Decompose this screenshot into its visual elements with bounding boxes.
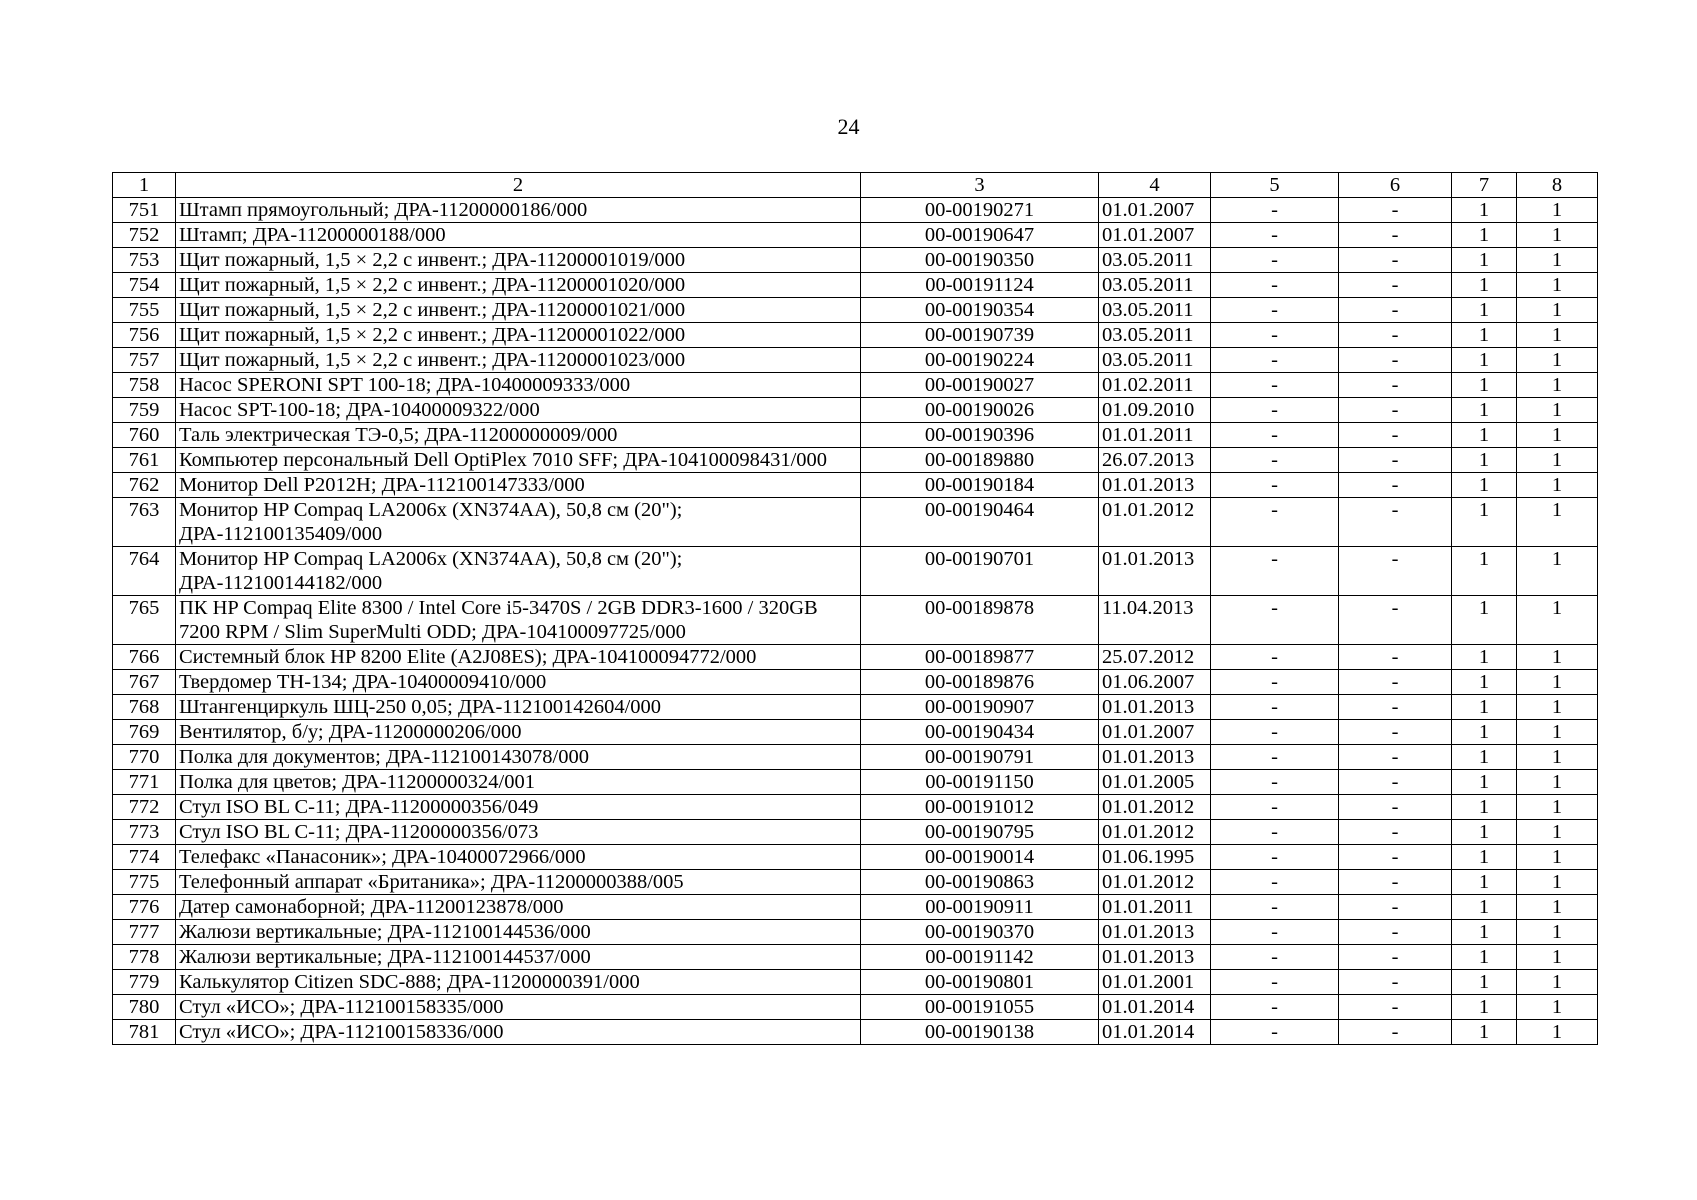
table-row (113, 695, 1598, 720)
column-6-cell: - (1339, 845, 1452, 870)
column-7-cell: 1 (1452, 820, 1517, 845)
column-7-cell: 1 (1452, 920, 1517, 945)
row-number-cell: 756 (113, 323, 176, 348)
column-8-cell: 1 (1517, 448, 1598, 473)
row-number-cell: 764 (113, 547, 176, 596)
column-8-cell: 1 (1517, 720, 1598, 745)
description-cell: Телефакс «Панасоник»; ДРА-10400072966/000 (176, 845, 861, 870)
column-8-cell: 1 (1517, 198, 1598, 223)
date-cell: 01.01.2011 (1099, 895, 1211, 920)
description-cell: Стул ISO BL C-11; ДРА-11200000356/049 (176, 795, 861, 820)
column-number: 5 (1211, 173, 1339, 198)
table-row (113, 223, 1598, 248)
inventory-code-cell: 00-00190224 (861, 348, 1099, 373)
description-cell: Датер самонаборной; ДРА-11200123878/000 (176, 895, 861, 920)
table-row (113, 348, 1598, 373)
row-number-cell: 781 (113, 1020, 176, 1045)
column-7-cell: 1 (1452, 323, 1517, 348)
table-body (113, 173, 1598, 1045)
description-cell: Насос SPT-100-18; ДРА-10400009322/000 (176, 398, 861, 423)
row-number-cell: 757 (113, 348, 176, 373)
column-6-cell: - (1339, 645, 1452, 670)
column-5-cell: - (1211, 273, 1339, 298)
table-row (113, 323, 1598, 348)
column-8-cell: 1 (1517, 745, 1598, 770)
column-8-cell: 1 (1517, 498, 1598, 547)
table-row (113, 995, 1598, 1020)
column-6-cell: - (1339, 695, 1452, 720)
column-8-cell: 1 (1517, 423, 1598, 448)
column-number-row (113, 173, 1598, 198)
column-7-cell: 1 (1452, 995, 1517, 1020)
description-cell: Щит пожарный, 1,5 × 2,2 с инвент.; ДРА-11200001019/000 (176, 248, 861, 273)
table-row (113, 845, 1598, 870)
row-number-cell: 759 (113, 398, 176, 423)
description-cell: Калькулятор Citizen SDC-888; ДРА-11200000391/000 (176, 970, 861, 995)
column-7-cell: 1 (1452, 720, 1517, 745)
column-5-cell: - (1211, 323, 1339, 348)
table-row (113, 945, 1598, 970)
column-6-cell: - (1339, 795, 1452, 820)
table-row (113, 970, 1598, 995)
description-cell: Штангенциркуль ШЦ-250 0,05; ДРА-112100142604/000 (176, 695, 861, 720)
date-cell: 01.06.2007 (1099, 670, 1211, 695)
inventory-code-cell: 00-00190795 (861, 820, 1099, 845)
description-cell: Полка для цветов; ДРА-11200000324/001 (176, 770, 861, 795)
column-6-cell: - (1339, 720, 1452, 745)
column-5-cell: - (1211, 298, 1339, 323)
inventory-code-cell: 00-00190647 (861, 223, 1099, 248)
inventory-code-cell: 00-00191150 (861, 770, 1099, 795)
table-row (113, 720, 1598, 745)
row-number-cell: 774 (113, 845, 176, 870)
inventory-code-cell: 00-00189880 (861, 448, 1099, 473)
description-cell: Вентилятор, б/у; ДРА-11200000206/000 (176, 720, 861, 745)
inventory-code-cell: 00-00190184 (861, 473, 1099, 498)
column-7-cell: 1 (1452, 547, 1517, 596)
date-cell: 01.01.2013 (1099, 745, 1211, 770)
row-number-cell: 768 (113, 695, 176, 720)
row-number-cell: 751 (113, 198, 176, 223)
column-5-cell: - (1211, 695, 1339, 720)
date-cell: 01.02.2011 (1099, 373, 1211, 398)
table-row (113, 273, 1598, 298)
column-7-cell: 1 (1452, 645, 1517, 670)
column-6-cell: - (1339, 423, 1452, 448)
row-number-cell: 778 (113, 945, 176, 970)
row-number-cell: 763 (113, 498, 176, 547)
column-8-cell: 1 (1517, 1020, 1598, 1045)
column-8-cell: 1 (1517, 223, 1598, 248)
inventory-code-cell: 00-00190027 (861, 373, 1099, 398)
column-6-cell: - (1339, 273, 1452, 298)
date-cell: 01.01.2005 (1099, 770, 1211, 795)
description-cell: Жалюзи вертикальные; ДРА-112100144537/000 (176, 945, 861, 970)
description-cell: Щит пожарный, 1,5 × 2,2 с инвент.; ДРА-11200001023/000 (176, 348, 861, 373)
column-number: 3 (861, 173, 1099, 198)
table-row (113, 870, 1598, 895)
column-6-cell: - (1339, 895, 1452, 920)
column-5-cell: - (1211, 845, 1339, 870)
column-8-cell: 1 (1517, 870, 1598, 895)
row-number-cell: 754 (113, 273, 176, 298)
table-row (113, 670, 1598, 695)
date-cell: 01.01.2014 (1099, 1020, 1211, 1045)
date-cell: 01.01.2013 (1099, 473, 1211, 498)
column-6-cell: - (1339, 995, 1452, 1020)
column-6-cell: - (1339, 547, 1452, 596)
table-row (113, 820, 1598, 845)
date-cell: 01.01.2007 (1099, 720, 1211, 745)
row-number-cell: 771 (113, 770, 176, 795)
column-5-cell: - (1211, 920, 1339, 945)
inventory-code-cell: 00-00190434 (861, 720, 1099, 745)
table-row (113, 373, 1598, 398)
description-cell: Насос SPERONI SPT 100-18; ДРА-10400009333/000 (176, 373, 861, 398)
description-cell: Штамп прямоугольный; ДРА-11200000186/000 (176, 198, 861, 223)
row-number-cell: 758 (113, 373, 176, 398)
date-cell: 01.01.2007 (1099, 223, 1211, 248)
inventory-code-cell: 00-00190014 (861, 845, 1099, 870)
column-7-cell: 1 (1452, 298, 1517, 323)
inventory-code-cell: 00-00190026 (861, 398, 1099, 423)
column-5-cell: - (1211, 745, 1339, 770)
column-5-cell: - (1211, 820, 1339, 845)
table-row (113, 248, 1598, 273)
date-cell: 01.01.2012 (1099, 795, 1211, 820)
inventory-code-cell: 00-00191055 (861, 995, 1099, 1020)
column-6-cell: - (1339, 670, 1452, 695)
column-8-cell: 1 (1517, 248, 1598, 273)
column-7-cell: 1 (1452, 970, 1517, 995)
column-6-cell: - (1339, 323, 1452, 348)
column-7-cell: 1 (1452, 423, 1517, 448)
date-cell: 01.01.2011 (1099, 423, 1211, 448)
column-6-cell: - (1339, 348, 1452, 373)
date-cell: 01.06.1995 (1099, 845, 1211, 870)
column-number: 4 (1099, 173, 1211, 198)
column-8-cell: 1 (1517, 670, 1598, 695)
column-8-cell: 1 (1517, 795, 1598, 820)
date-cell: 01.01.2007 (1099, 198, 1211, 223)
column-7-cell: 1 (1452, 448, 1517, 473)
column-8-cell: 1 (1517, 820, 1598, 845)
description-cell: Твердомер ТН-134; ДРА-10400009410/000 (176, 670, 861, 695)
column-6-cell: - (1339, 198, 1452, 223)
inventory-code-cell: 00-00190354 (861, 298, 1099, 323)
column-5-cell: - (1211, 248, 1339, 273)
column-6-cell: - (1339, 448, 1452, 473)
table-row (113, 895, 1598, 920)
column-5-cell: - (1211, 895, 1339, 920)
description-cell: Монитор Dell P2012H; ДРА-112100147333/000 (176, 473, 861, 498)
column-7-cell: 1 (1452, 348, 1517, 373)
table-row (113, 645, 1598, 670)
column-5-cell: - (1211, 448, 1339, 473)
column-5-cell: - (1211, 670, 1339, 695)
row-number-cell: 779 (113, 970, 176, 995)
column-5-cell: - (1211, 945, 1339, 970)
description-cell: Компьютер персональный Dell OptiPlex 7010 SFF; ДРА-104100098431/000 (176, 448, 861, 473)
date-cell: 03.05.2011 (1099, 348, 1211, 373)
inventory-code-cell: 00-00190271 (861, 198, 1099, 223)
column-5-cell: - (1211, 423, 1339, 448)
column-7-cell: 1 (1452, 373, 1517, 398)
column-7-cell: 1 (1452, 1020, 1517, 1045)
column-7-cell: 1 (1452, 895, 1517, 920)
inventory-code-cell: 00-00189878 (861, 596, 1099, 645)
row-number-cell: 761 (113, 448, 176, 473)
column-8-cell: 1 (1517, 596, 1598, 645)
column-6-cell: - (1339, 1020, 1452, 1045)
column-7-cell: 1 (1452, 670, 1517, 695)
column-5-cell: - (1211, 223, 1339, 248)
column-8-cell: 1 (1517, 845, 1598, 870)
description-cell: Системный блок HP 8200 Elite (A2J08ES); ДРА-104100094772/000 (176, 645, 861, 670)
inventory-code-cell: 00-00190701 (861, 547, 1099, 596)
column-8-cell: 1 (1517, 970, 1598, 995)
column-5-cell: - (1211, 348, 1339, 373)
inventory-table (112, 172, 1598, 1045)
column-7-cell: 1 (1452, 745, 1517, 770)
inventory-code-cell: 00-00190791 (861, 745, 1099, 770)
description-cell: Полка для документов; ДРА-112100143078/000 (176, 745, 861, 770)
inventory-code-cell: 00-00190739 (861, 323, 1099, 348)
column-7-cell: 1 (1452, 498, 1517, 547)
date-cell: 01.01.2001 (1099, 970, 1211, 995)
inventory-code-cell: 00-00190911 (861, 895, 1099, 920)
row-number-cell: 752 (113, 223, 176, 248)
column-6-cell: - (1339, 473, 1452, 498)
row-number-cell: 770 (113, 745, 176, 770)
column-5-cell: - (1211, 720, 1339, 745)
description-cell: Стул «ИСО»; ДРА-112100158335/000 (176, 995, 861, 1020)
column-6-cell: - (1339, 770, 1452, 795)
date-cell: 03.05.2011 (1099, 273, 1211, 298)
date-cell: 03.05.2011 (1099, 248, 1211, 273)
column-5-cell: - (1211, 995, 1339, 1020)
inventory-code-cell: 00-00190370 (861, 920, 1099, 945)
table-row (113, 920, 1598, 945)
column-5-cell: - (1211, 645, 1339, 670)
column-6-cell: - (1339, 298, 1452, 323)
inventory-code-cell: 00-00191012 (861, 795, 1099, 820)
column-8-cell: 1 (1517, 348, 1598, 373)
column-7-cell: 1 (1452, 945, 1517, 970)
row-number-cell: 765 (113, 596, 176, 645)
column-6-cell: - (1339, 223, 1452, 248)
inventory-code-cell: 00-00190801 (861, 970, 1099, 995)
row-number-cell: 777 (113, 920, 176, 945)
column-8-cell: 1 (1517, 547, 1598, 596)
row-number-cell: 762 (113, 473, 176, 498)
column-6-cell: - (1339, 870, 1452, 895)
column-7-cell: 1 (1452, 223, 1517, 248)
column-8-cell: 1 (1517, 995, 1598, 1020)
column-8-cell: 1 (1517, 945, 1598, 970)
column-7-cell: 1 (1452, 248, 1517, 273)
description-cell: Щит пожарный, 1,5 × 2,2 с инвент.; ДРА-11200001022/000 (176, 323, 861, 348)
description-cell: Таль электрическая ТЭ-0,5; ДРА-11200000009/000 (176, 423, 861, 448)
date-cell: 03.05.2011 (1099, 323, 1211, 348)
column-7-cell: 1 (1452, 695, 1517, 720)
inventory-code-cell: 00-00189877 (861, 645, 1099, 670)
description-cell: Щит пожарный, 1,5 × 2,2 с инвент.; ДРА-11200001020/000 (176, 273, 861, 298)
table-row (113, 795, 1598, 820)
inventory-code-cell: 00-00190863 (861, 870, 1099, 895)
column-8-cell: 1 (1517, 323, 1598, 348)
column-number: 7 (1452, 173, 1517, 198)
column-6-cell: - (1339, 945, 1452, 970)
column-7-cell: 1 (1452, 473, 1517, 498)
inventory-code-cell: 00-00190138 (861, 1020, 1099, 1045)
table-row (113, 498, 1598, 547)
column-7-cell: 1 (1452, 596, 1517, 645)
date-cell: 11.04.2013 (1099, 596, 1211, 645)
row-number-cell: 772 (113, 795, 176, 820)
column-6-cell: - (1339, 920, 1452, 945)
date-cell: 01.01.2013 (1099, 945, 1211, 970)
table-row (113, 745, 1598, 770)
column-8-cell: 1 (1517, 373, 1598, 398)
description-cell: Телефонный аппарат «Британика»; ДРА-11200000388/005 (176, 870, 861, 895)
table-row (113, 1020, 1598, 1045)
row-number-cell: 769 (113, 720, 176, 745)
column-7-cell: 1 (1452, 273, 1517, 298)
inventory-code-cell: 00-00190396 (861, 423, 1099, 448)
column-8-cell: 1 (1517, 920, 1598, 945)
table-row (113, 198, 1598, 223)
description-cell: Щит пожарный, 1,5 × 2,2 с инвент.; ДРА-11200001021/000 (176, 298, 861, 323)
column-5-cell: - (1211, 198, 1339, 223)
column-5-cell: - (1211, 1020, 1339, 1045)
description-cell: ПК HP Compaq Elite 8300 / Intel Core i5-3470S / 2GB DDR3-1600 / 320GB 7200 RPM / Slim SuperMulti ODD; ДРА-104100097725/000 (176, 596, 861, 645)
date-cell: 01.01.2012 (1099, 498, 1211, 547)
column-8-cell: 1 (1517, 298, 1598, 323)
row-number-cell: 755 (113, 298, 176, 323)
table-row (113, 770, 1598, 795)
date-cell: 01.01.2013 (1099, 547, 1211, 596)
inventory-code-cell: 00-00191124 (861, 273, 1099, 298)
description-cell: Штамп; ДРА-11200000188/000 (176, 223, 861, 248)
table-row (113, 423, 1598, 448)
description-cell: Жалюзи вертикальные; ДРА-112100144536/000 (176, 920, 861, 945)
row-number-cell: 776 (113, 895, 176, 920)
table-row (113, 448, 1598, 473)
column-6-cell: - (1339, 745, 1452, 770)
inventory-code-cell: 00-00190350 (861, 248, 1099, 273)
column-6-cell: - (1339, 820, 1452, 845)
column-5-cell: - (1211, 373, 1339, 398)
date-cell: 01.01.2013 (1099, 920, 1211, 945)
table-row (113, 596, 1598, 645)
description-cell: Стул «ИСО»; ДРА-112100158336/000 (176, 1020, 861, 1045)
table-row (113, 547, 1598, 596)
row-number-cell: 767 (113, 670, 176, 695)
date-cell: 01.01.2014 (1099, 995, 1211, 1020)
column-5-cell: - (1211, 473, 1339, 498)
inventory-code-cell: 00-00191142 (861, 945, 1099, 970)
column-7-cell: 1 (1452, 870, 1517, 895)
column-5-cell: - (1211, 970, 1339, 995)
inventory-code-cell: 00-00190907 (861, 695, 1099, 720)
column-8-cell: 1 (1517, 398, 1598, 423)
column-8-cell: 1 (1517, 695, 1598, 720)
date-cell: 01.01.2013 (1099, 695, 1211, 720)
column-number: 1 (113, 173, 176, 198)
row-number-cell: 753 (113, 248, 176, 273)
column-7-cell: 1 (1452, 795, 1517, 820)
row-number-cell: 773 (113, 820, 176, 845)
column-5-cell: - (1211, 770, 1339, 795)
table-row (113, 398, 1598, 423)
table-row (113, 298, 1598, 323)
column-8-cell: 1 (1517, 645, 1598, 670)
column-5-cell: - (1211, 795, 1339, 820)
date-cell: 03.05.2011 (1099, 298, 1211, 323)
column-5-cell: - (1211, 398, 1339, 423)
column-7-cell: 1 (1452, 198, 1517, 223)
description-cell: Монитор HP Compaq LA2006x (XN374AA), 50,8 см (20"); ДРА-112100144182/000 (176, 547, 861, 596)
date-cell: 25.07.2012 (1099, 645, 1211, 670)
column-6-cell: - (1339, 970, 1452, 995)
column-6-cell: - (1339, 248, 1452, 273)
row-number-cell: 780 (113, 995, 176, 1020)
date-cell: 01.01.2012 (1099, 870, 1211, 895)
date-cell: 01.09.2010 (1099, 398, 1211, 423)
column-7-cell: 1 (1452, 845, 1517, 870)
column-number: 8 (1517, 173, 1598, 198)
column-6-cell: - (1339, 373, 1452, 398)
inventory-code-cell: 00-00189876 (861, 670, 1099, 695)
column-5-cell: - (1211, 498, 1339, 547)
date-cell: 01.01.2012 (1099, 820, 1211, 845)
column-8-cell: 1 (1517, 273, 1598, 298)
description-cell: Монитор HP Compaq LA2006x (XN374AA), 50,8 см (20"); ДРА-112100135409/000 (176, 498, 861, 547)
column-7-cell: 1 (1452, 770, 1517, 795)
date-cell: 26.07.2013 (1099, 448, 1211, 473)
description-cell: Стул ISO BL C-11; ДРА-11200000356/073 (176, 820, 861, 845)
row-number-cell: 760 (113, 423, 176, 448)
column-6-cell: - (1339, 398, 1452, 423)
column-5-cell: - (1211, 596, 1339, 645)
column-5-cell: - (1211, 547, 1339, 596)
column-7-cell: 1 (1452, 398, 1517, 423)
column-8-cell: 1 (1517, 770, 1598, 795)
table-row (113, 473, 1598, 498)
column-5-cell: - (1211, 870, 1339, 895)
row-number-cell: 766 (113, 645, 176, 670)
column-number: 2 (176, 173, 861, 198)
column-8-cell: 1 (1517, 473, 1598, 498)
column-6-cell: - (1339, 596, 1452, 645)
inventory-code-cell: 00-00190464 (861, 498, 1099, 547)
column-number: 6 (1339, 173, 1452, 198)
column-6-cell: - (1339, 498, 1452, 547)
row-number-cell: 775 (113, 870, 176, 895)
column-8-cell: 1 (1517, 895, 1598, 920)
page-number: 24 (837, 114, 860, 139)
